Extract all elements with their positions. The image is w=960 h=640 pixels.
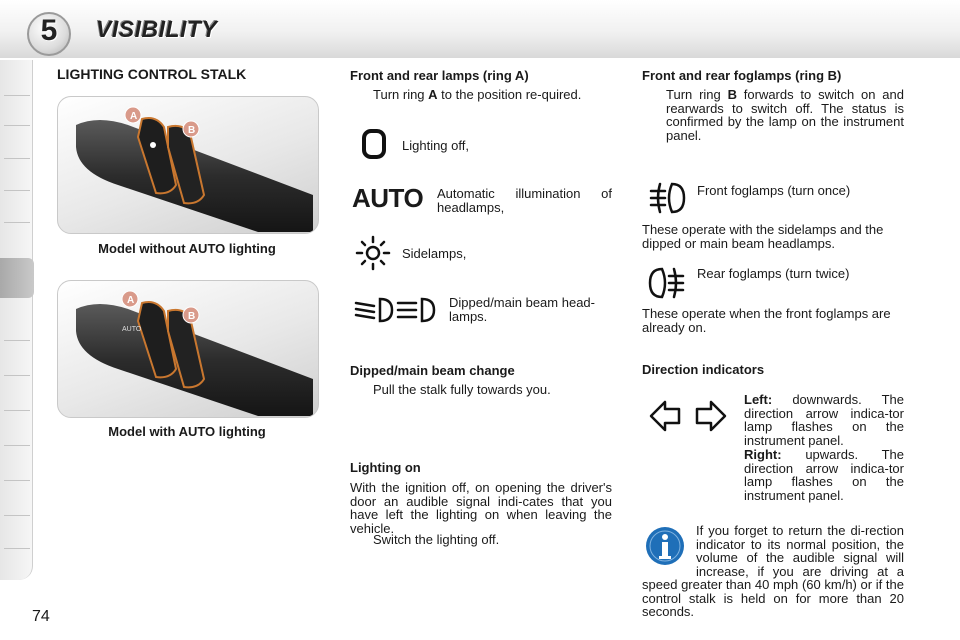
rear-foglamp-note: These operate when the front foglamps are already on. [642,306,891,335]
lighting-on-bullet: Switch the lighting off. [373,532,500,547]
tab-divider [4,445,30,446]
auto-icon: AUTO [352,183,424,213]
lighting-off-desc: Lighting off, [402,138,469,153]
active-chapter-tab [0,258,34,298]
photo1-caption: Model without AUTO lighting [98,241,276,256]
dipped-main-beam-icon [352,294,436,326]
beam-desc: Dipped/main beam head-lamps. [449,295,595,324]
tab-divider [4,515,30,516]
sidelamps-desc: Sidelamps, [402,246,467,261]
rear-foglamp-icon [646,265,686,301]
ring-b-label: B [188,125,196,136]
left-indicator-text: Left: downwards. The direction arrow indica-tor lamp flashes on the instrument panel. [744,392,904,448]
tab-divider [4,222,30,223]
stalk-illustration [58,281,318,417]
foglamps-title: Front and rear foglamps (ring B) [642,68,842,83]
stalk-photo-with-auto [57,280,319,418]
section-title: LIGHTING CONTROL STALK [57,66,247,82]
ring-b-label: B [188,311,196,322]
chapter-tab-strip [0,60,33,580]
info-icon-spacer [642,524,696,576]
chapter-number: 5 [40,14,58,47]
chapter-title: VISIBILITY [96,16,218,42]
ring-a-label: A [127,295,135,306]
ring-a-label: A [130,111,138,122]
tab-divider [4,340,30,341]
front-foglamp-note: These operate with the sidelamps and the dipped or main beam headlamps. [642,222,884,251]
foglamp-instruction: Turn ring B forwards to switch on and rearwards to switch off. The status is confirmed by the lamp on the instrument panel. [666,87,904,143]
lighting-off-icon [360,128,388,160]
front-foglamp-desc: Front foglamps (turn once) [697,183,851,198]
info-text: If you forget to return the di-rection indicator to its normal position, the volume of the audible signal will increase, if you are driving at a speed greater than 40 mph (60 km/h) or if the control stalk is held on for more than 20 seconds. [642,523,904,619]
tab-divider [4,190,30,191]
front-rear-lamps-title: Front and rear lamps (ring A) [350,68,529,83]
lighting-on-text: With the ignition off, on opening the driver's door an audible signal indi-cates that you have left the lighting on when leaving the vehicle. [350,480,612,536]
tab-divider [4,480,30,481]
direction-indicators-title: Direction indicators [642,362,765,377]
beam-change-text: Pull the stalk fully towards you. [373,382,551,397]
lighting-on-title: Lighting on [350,460,421,475]
ring-a-instruction: Turn ring A to the position re-quired. [373,87,582,102]
right-indicator-text: Right: upwards. The direction arrow indica-tor lamp flashes on the instrument panel. [744,447,904,503]
photo2-caption: Model with AUTO lighting [108,424,266,439]
auto-desc: Automatic illumination of headlamps, [437,186,612,215]
tab-divider [4,95,30,96]
beam-change-title: Dipped/main beam change [350,363,515,378]
left-arrow-icon [648,398,682,434]
rear-foglamp-desc: Rear foglamps (turn twice) [697,266,850,281]
tab-divider [4,158,30,159]
tab-divider [4,548,30,549]
page-number: 74 [32,608,50,625]
right-arrow-icon [694,398,728,434]
sidelamps-icon [354,234,392,272]
tab-divider [4,125,30,126]
tab-divider [4,410,30,411]
stalk-illustration [58,97,318,233]
stalk-auto-label: AUTO [122,326,142,333]
stalk-photo-without-auto [57,96,319,234]
tab-divider [4,375,30,376]
front-foglamp-icon [648,180,688,216]
